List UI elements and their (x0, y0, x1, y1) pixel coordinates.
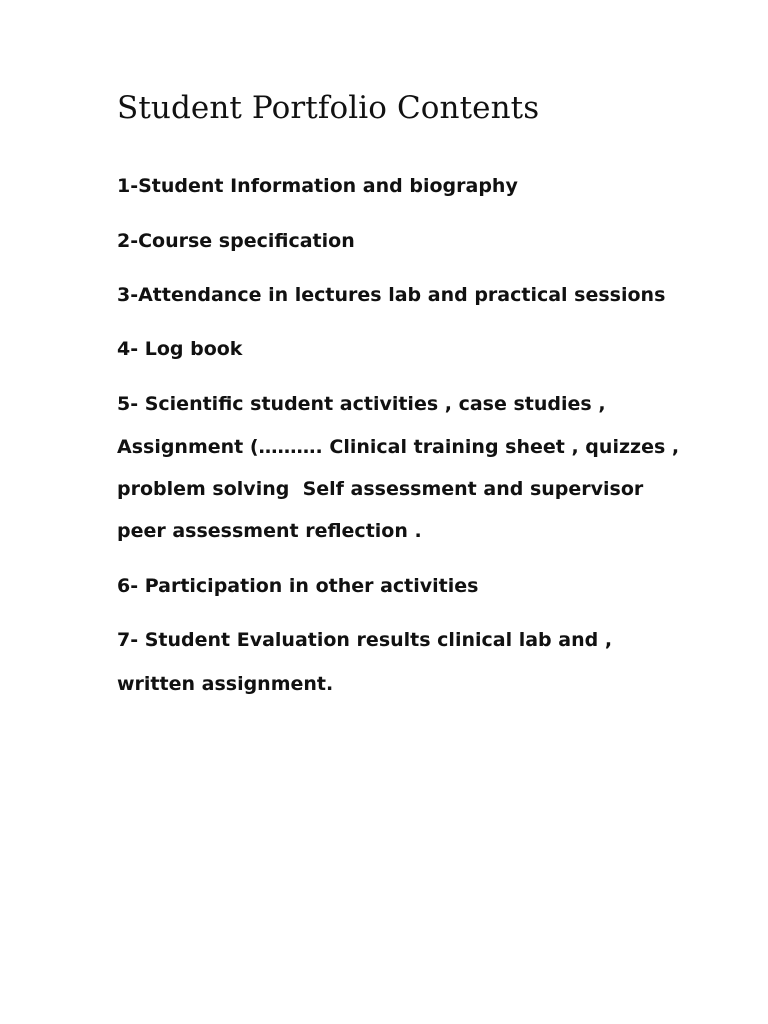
list-item-5-line-4: peer assessment reflection . (117, 520, 422, 542)
list-item-7-line-1: 7- Student Evaluation results clinical lab and , (117, 629, 613, 651)
list-item-5-line-3: problem solving Self assessment and supervisor (117, 478, 644, 500)
list-item-5-line-1: 5- Scientific student activities , case studies , (117, 393, 606, 415)
list-item-1: 1-Student Information and biography (117, 175, 518, 197)
list-item-3: 3-Attendance in lectures lab and practical sessions (117, 284, 666, 306)
list-item-5-line-2: Assignment (………. Clinical training sheet , quizzes , (117, 436, 680, 458)
list-item-6: 6- Participation in other activities (117, 575, 479, 597)
page-title: Student Portfolio Contents (117, 90, 540, 126)
list-item-7-line-2: written assignment. (117, 673, 334, 695)
list-item-2: 2-Course specification (117, 230, 355, 252)
list-item-4: 4- Log book (117, 338, 243, 360)
